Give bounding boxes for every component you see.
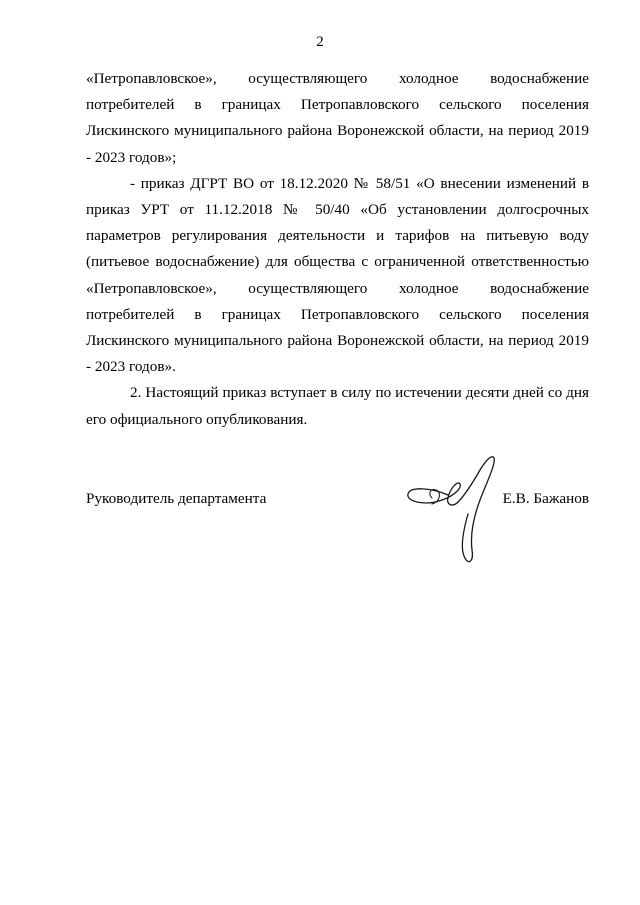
paragraph-continuation: «Петропавловское», осуществляющего холодное водоснабжение потребителей в границах Петропавловского сельского поселения Лискинского муниципального района Воронежской области, на период 2019 - 2023 годов»; (86, 70, 589, 166)
paragraph-effective-date: 2. Настоящий приказ вступает в силу по истечении десяти дней со дня его официального опубликования. (86, 384, 589, 428)
signature-block (86, 490, 589, 520)
handwritten-signature (402, 448, 502, 568)
signatory-name: Е.В. Бажанов (502, 490, 589, 507)
paragraph-order-item: - приказ ДГРТ ВО от 18.12.2020 № 58/51 «О внесении изменений в приказ УРТ от 11.12.2018 № 50/40 «Об установлении долгосрочных параметров регулирования деятельности и тарифов на питьевую воду (питьевое водоснабжение) для общества с ограниченной ответственностью «Петропавловское», осуществляющего холодное водоснабжение потребителей в границах Петропавловского сельского поселения Лискинского муниципального района Воронежской области, на период 2019 - 2023 годов». (86, 174, 589, 376)
document-body (86, 66, 589, 433)
signatory-title: Руководитель департамента (86, 490, 267, 507)
page-number: 2 (316, 34, 324, 50)
